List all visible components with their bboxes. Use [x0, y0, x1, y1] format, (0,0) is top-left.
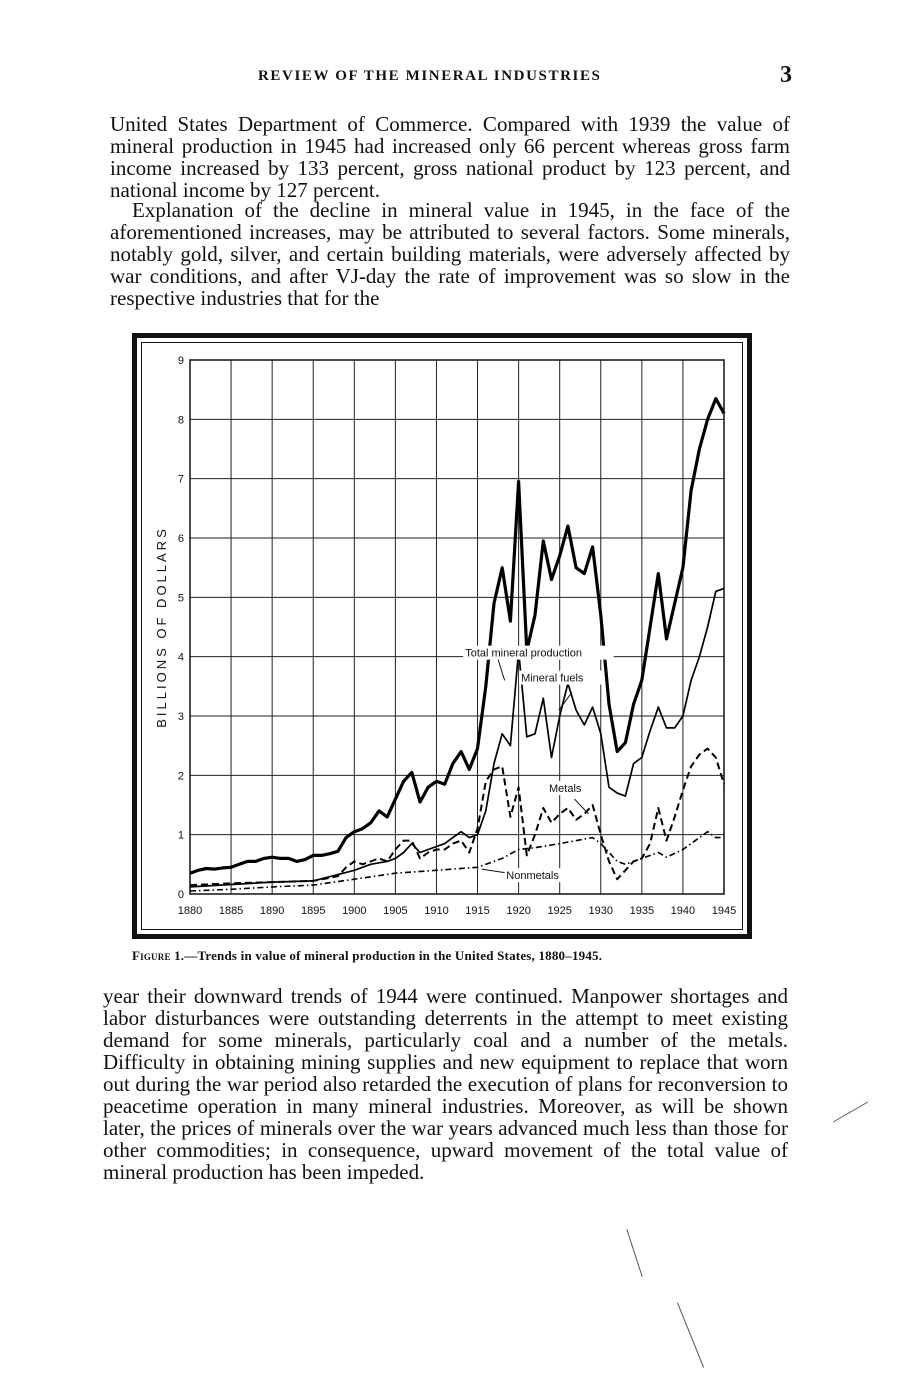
x-tick-label: 1935: [629, 905, 655, 917]
series-line-total-mineral-production: [190, 399, 724, 874]
plot-area: [190, 360, 724, 894]
x-tick-label: 1890: [259, 905, 285, 917]
y-tick-label: 5: [177, 592, 184, 605]
annotation-leader: [574, 799, 588, 814]
x-tick-label: 1905: [383, 905, 408, 917]
series-annotation: Total mineral production: [465, 647, 583, 660]
y-tick-label: 6: [177, 533, 184, 545]
annotation-leader: [482, 869, 505, 873]
running-head: [110, 64, 800, 94]
series-annotation: Nonmetals: [506, 870, 559, 883]
figure-caption: [132, 948, 772, 964]
y-tick-label: 1: [177, 829, 184, 842]
mineral-production-chart: [137, 338, 747, 934]
figure-frame: [132, 333, 752, 939]
x-tick-label: 1880: [177, 905, 203, 917]
figure-caption-label: Figure 1.: [132, 948, 185, 963]
series-annotation: Mineral fuels: [521, 672, 584, 685]
annotation-leader: [498, 660, 505, 681]
x-tick-label: 1885: [218, 905, 244, 917]
x-tick-label: 1940: [670, 905, 696, 917]
scan-mark: [833, 1102, 868, 1123]
y-tick-label: 9: [177, 355, 184, 367]
scan-mark: [626, 1229, 642, 1277]
scan-mark: [677, 1302, 704, 1367]
series-line-metals: [190, 749, 724, 886]
paragraph-war-factors: year their downward trends of 1944 were continued. Manpower shortages and labor disturbances were outstanding deterrents in the attempt to meet existing demand for some minerals, particularly coal and a number of the metals. Difficulty in obtaining mining supplies and new equipment to replace that worn out during the war period also retarded the execution of plans for reconversion to peacetime operation in many mineral industries. Moreover, as will be shown later, the prices of minerals over the war years advanced much less than those for other commodities; in consequence, upward movement of the total value of mineral production has been impeded.: [103, 984, 788, 1184]
x-tick-label: 1930: [588, 905, 614, 917]
paragraph-commerce-comparison: United States Department of Commerce. Compared with 1939 the value of mineral production in 1945 had increased only 66 percent whereas gross farm income increased by 133 percent, gross national product by 123 percent, and national income by 127 percent.: [110, 112, 790, 202]
x-tick-label: 1910: [424, 905, 449, 917]
page-number: 3: [780, 62, 792, 88]
y-tick-label: 2: [177, 770, 184, 783]
y-axis-label: BILLIONS OF DOLLARS: [154, 526, 169, 728]
y-tick-label: 4: [177, 651, 184, 664]
figure-caption-text: —Trends in value of mineral production in the United States, 1880–1945.: [184, 948, 603, 963]
y-tick-label: 7: [177, 473, 184, 486]
y-tick-label: 3: [177, 711, 184, 723]
y-tick-label: 0: [177, 889, 184, 901]
x-tick-label: 1895: [300, 905, 326, 917]
running-title: REVIEW OF THE MINERAL INDUSTRIES: [258, 68, 602, 84]
x-tick-label: 1945: [711, 905, 737, 917]
series-annotation: Metals: [549, 782, 582, 795]
x-tick-label: 1920: [506, 905, 531, 917]
print-speck: [508, 596, 510, 598]
x-tick-label: 1925: [547, 905, 572, 917]
y-tick-label: 8: [177, 414, 184, 427]
x-tick-label: 1900: [342, 905, 367, 917]
paragraph-decline-explanation: Explanation of the decline in mineral value in 1945, in the face of the aforementioned increases, may be attributed to several factors. Some minerals, notably gold, silver, and certain building materials, were adversely affected by war conditions, and after VJ-day the rate of improvement was so slow in the respective industries that for the: [110, 198, 790, 310]
x-tick-label: 1915: [465, 905, 490, 917]
